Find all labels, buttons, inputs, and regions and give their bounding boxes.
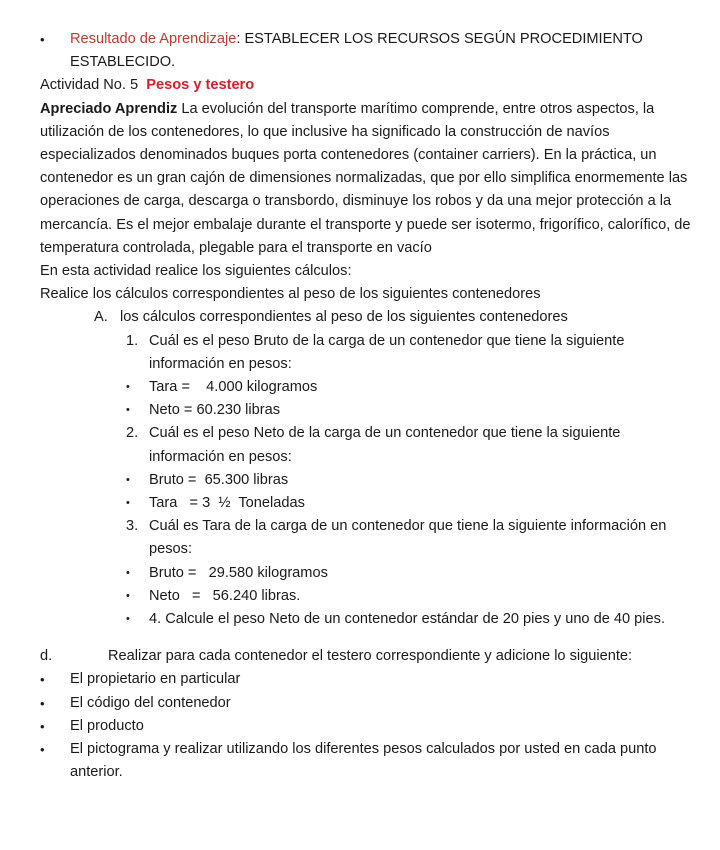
- intro-paragraph: [40, 98, 698, 260]
- disc-bullet-icon: •: [126, 473, 130, 486]
- disc-bullet-icon: •: [40, 718, 45, 734]
- learning-outcome-text: [70, 28, 674, 74]
- question-data-bullet: [126, 376, 698, 399]
- disc-bullet-icon: •: [40, 695, 45, 711]
- section-d-item: [40, 645, 698, 668]
- question-data-text: Neto = 60.230 libras: [149, 402, 281, 419]
- section-a-item: [94, 306, 698, 329]
- disc-bullet-icon: •: [126, 381, 130, 394]
- learning-outcome-label: Resultado de Aprendizaje: [70, 31, 237, 47]
- disc-bullet-icon: •: [40, 32, 45, 47]
- disc-bullet-icon: •: [40, 672, 45, 688]
- disc-bullet-icon: •: [126, 613, 130, 626]
- question-data-text: Bruto = 29.580 kilogramos: [149, 564, 328, 581]
- greeting-label: Apreciado Aprendiz: [40, 100, 178, 117]
- final-list-item: [40, 668, 698, 691]
- final-list-text: El código del contenedor: [70, 694, 231, 711]
- final-list-item: [40, 692, 698, 715]
- section-a-text: los cálculos correspondientes al peso de los siguientes contenedores: [120, 309, 568, 326]
- section-d-text: Realizar para cada contenedor el testero correspondiente y adicione lo siguiente:: [108, 648, 633, 665]
- question-data-text: Bruto = 65.300 libras: [149, 471, 289, 488]
- section-d-marker: d.: [40, 648, 53, 665]
- question-text: Cuál es el peso Neto de la carga de un contenedor que tiene la siguiente información en pesos:: [149, 425, 621, 465]
- learning-outcome-body: ESTABLECER LOS RECURSOS SEGÚN PROCEDIMIENTO ESTABLECIDO.: [70, 31, 643, 71]
- question-data-text: Tara = 3 ½ Toneladas: [149, 495, 305, 512]
- final-list-text: El pictograma y realizar utilizando los diferentes pesos calculados por usted en cada punto anterior.: [70, 741, 657, 781]
- question-text: Cuál es el peso Bruto de la carga de un contenedor que tiene la siguiente información en pesos:: [149, 332, 625, 372]
- final-list-item: [40, 715, 698, 738]
- question-data-text: Neto = 56.240 libras.: [149, 587, 301, 604]
- final-list-text: El propietario en particular: [70, 671, 241, 688]
- question-data-bullet: [126, 469, 698, 492]
- activity-number: Actividad No. 5: [40, 77, 139, 94]
- learning-outcome-bullet: [40, 28, 698, 74]
- question-item: [126, 330, 698, 376]
- final-list-text: El producto: [70, 717, 144, 734]
- question-four-text: 4. Calcule el peso Neto de un contenedor estándar de 20 pies y uno de 40 pies.: [149, 611, 666, 628]
- question-marker: 2.: [126, 425, 139, 442]
- section-a-marker: A.: [94, 309, 108, 326]
- question-data-bullet: [126, 585, 698, 608]
- activity-title: Pesos y testero: [146, 77, 255, 94]
- disc-bullet-icon: •: [126, 566, 130, 579]
- question-item: [126, 422, 698, 468]
- final-list-item: [40, 738, 698, 784]
- question-data-bullet: [126, 562, 698, 585]
- instruction-line-2: Realice los cálculos correspondientes al peso de los siguientes contenedores: [40, 286, 541, 303]
- question-item: [126, 515, 698, 561]
- intro-body-text: La evolución del transporte marítimo comprende, entre otros aspectos, la utilización de los contenedores, lo que inclusive ha significado la construcción de navíos especializados denominados buques porta contenedores (container carriers). En la práctica, un contenedor es un gran cajón de dimensiones normalizadas, que por ello simplifica enormemente las operaciones de carga, descarga o transbordo, disminuye los robos y da una mejor protección a la mercancía. Es el mejor embalaje durante el transporte y puede ser isotermo, frigorífico, calorífico, de temperatura controlada, plegable para el transporte en vacío: [40, 100, 691, 256]
- question-data-text: Tara = 4.000 kilogramos: [149, 379, 318, 396]
- question-marker: 1.: [126, 332, 139, 349]
- disc-bullet-icon: •: [40, 742, 45, 758]
- activity-heading: [40, 74, 698, 97]
- instruction-line-1: En esta actividad realice los siguientes cálculos:: [40, 263, 352, 280]
- section-spacer: [22, 631, 698, 645]
- question-four-bullet: [126, 608, 698, 631]
- question-marker: 3.: [126, 518, 139, 535]
- question-data-bullet: [126, 492, 698, 515]
- learning-outcome-separator: :: [236, 31, 241, 47]
- disc-bullet-icon: •: [126, 404, 130, 417]
- disc-bullet-icon: •: [126, 589, 130, 602]
- question-data-bullet: [126, 399, 698, 422]
- question-text: Cuál es Tara de la carga de un contenedor que tiene la siguiente información en pesos:: [149, 518, 667, 558]
- disc-bullet-icon: •: [126, 497, 130, 510]
